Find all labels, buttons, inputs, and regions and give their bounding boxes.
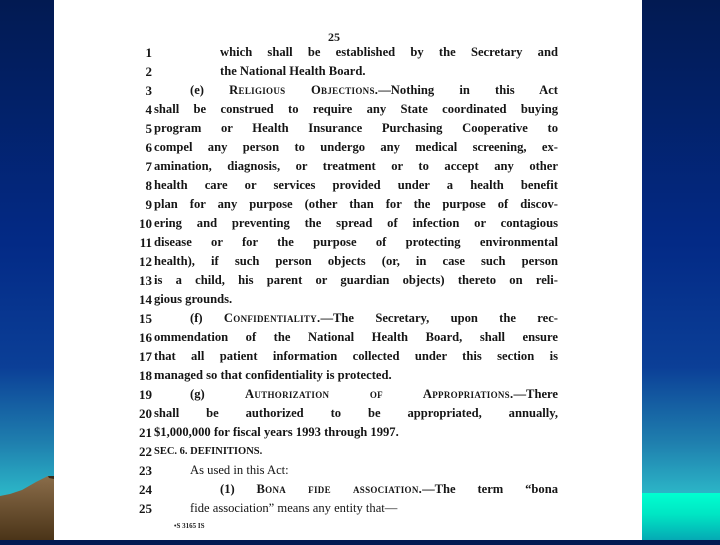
line-text: health), if such person objects (or, in case such person — [154, 254, 558, 268]
section-heading: Religious Objections. — [229, 83, 379, 97]
line-text: ommendation of the National Health Board, shall ensure — [154, 330, 558, 344]
line-text: shall be construed to require any State coordinated buying — [154, 102, 558, 116]
line-text-rest: —The Secretary, upon the rec- — [320, 311, 558, 325]
line-text: shall be authorized to be appropriated, annually, — [154, 406, 558, 420]
subsection-label: (e) — [190, 83, 230, 97]
line-number: 14 — [139, 292, 152, 307]
line-text — [220, 482, 558, 497]
line-text: which shall be established by the Secretary and — [220, 45, 558, 59]
line-number: 6 — [145, 140, 152, 155]
line-text: ering and preventing the spread of infection or contagious — [154, 216, 558, 230]
line-number: 15 — [139, 311, 152, 326]
line-number: 24 — [139, 482, 152, 497]
line-number: 1 — [145, 45, 152, 60]
section-heading: Bona fide association. — [256, 482, 423, 496]
page-number: 25 — [328, 30, 340, 44]
line-text — [190, 387, 558, 402]
line-text: that all patient information collected under this section is — [154, 349, 558, 363]
subsection-label: (f) — [190, 311, 224, 325]
line-number: 18 — [139, 368, 152, 383]
line-number: 4 — [145, 102, 152, 117]
line-number: 9 — [145, 197, 152, 212]
line-text: is a child, his parent or guardian objects) thereto on reli- — [154, 273, 558, 287]
line-text: plan for any purpose (other than for the purpose of discov- — [154, 197, 558, 211]
line-number: 23 — [139, 463, 152, 478]
line-text — [190, 83, 558, 98]
line-text: program or Health Insurance Purchasing Cooperative to — [154, 121, 558, 135]
line-number: 2 — [145, 64, 152, 79]
line-text-rest: —There — [513, 387, 558, 401]
line-text: $1,000,000 for fiscal years 1993 through 1997. — [154, 425, 399, 439]
document-footer: •S 3165 IS — [174, 522, 205, 530]
sea-landscape — [642, 493, 720, 540]
line-text: gious grounds. — [154, 292, 233, 306]
line-text: the National Health Board. — [220, 64, 366, 78]
subsection-label: (g) — [190, 387, 245, 401]
line-number: 17 — [139, 349, 152, 364]
subsection-label: (1) — [220, 482, 257, 496]
line-text-rest: —The term “bona — [422, 482, 558, 496]
line-number: 20 — [139, 406, 152, 421]
line-number: 22 — [139, 444, 152, 459]
line-number: 8 — [145, 178, 152, 193]
line-number: 7 — [145, 159, 152, 174]
line-number: 5 — [145, 121, 152, 136]
line-number: 21 — [139, 425, 152, 440]
line-number: 19 — [139, 387, 152, 402]
line-number: 13 — [139, 273, 152, 288]
line-text: compel any person to undergo any medical screening, ex- — [154, 140, 558, 154]
line-text: managed so that confidentiality is protected. — [154, 368, 392, 382]
text-line — [54, 501, 642, 523]
section-title: SEC. 6. DEFINITIONS. — [154, 446, 263, 457]
line-number: 11 — [139, 235, 152, 250]
line-text: fide association” means any entity that— — [190, 501, 398, 515]
line-text: disease or for the purpose of protecting environmental — [154, 235, 558, 249]
line-text: health care or services provided under a health benefit — [154, 178, 558, 192]
line-number: 10 — [139, 216, 152, 231]
line-number: 25 — [139, 501, 152, 516]
section-heading: Authorization of Appropriations. — [244, 387, 514, 401]
line-number: 12 — [139, 254, 152, 269]
section-heading: Confidentiality. — [223, 311, 321, 325]
line-number: 3 — [145, 83, 152, 98]
line-text: As used in this Act: — [190, 463, 289, 477]
line-text-rest: —Nothing in this Act — [378, 83, 558, 97]
document-page — [54, 0, 642, 540]
line-text — [190, 311, 558, 326]
line-text: amination, diagnosis, or treatment or to accept any other — [154, 159, 558, 173]
line-number: 16 — [139, 330, 152, 345]
hill-landscape — [0, 460, 60, 540]
